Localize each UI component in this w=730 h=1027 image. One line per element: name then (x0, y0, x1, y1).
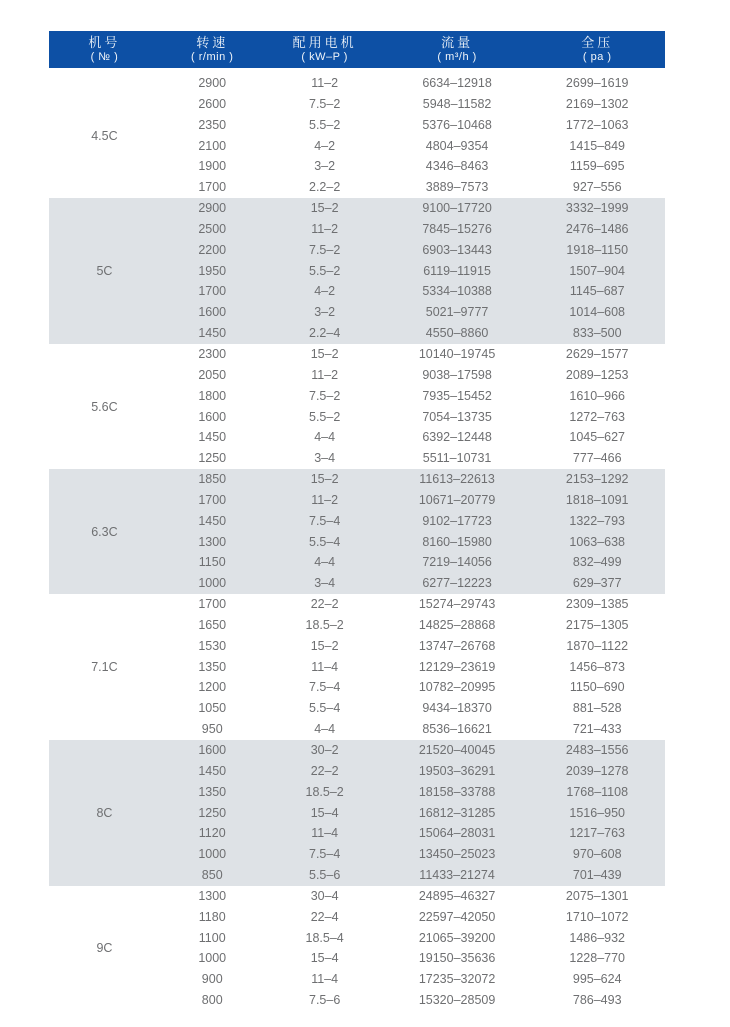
flow-cell: 5334–10388 (422, 284, 492, 299)
header-label: 转速 (196, 35, 229, 50)
flow-cell: 6277–12223 (422, 576, 492, 591)
motor-cell: 11–4 (311, 972, 339, 987)
pressure-cell: 2153–1292 (565, 472, 629, 487)
model-label: 5.6C (91, 399, 118, 414)
speed-cell: 1100 (198, 930, 226, 945)
pressure-cell: 2075–1301 (565, 888, 629, 903)
flow-cell: 7219–14056 (422, 555, 492, 570)
flow-cell: 21065–39200 (418, 930, 496, 945)
flow-cell: 14825–28868 (418, 617, 496, 632)
speed-cell: 1000 (198, 576, 227, 591)
header-col-motor (265, 35, 385, 64)
header-label: 配用电机 (292, 35, 357, 50)
motor-cell: 7.5–2 (309, 96, 341, 111)
motor-cell: 7.5–2 (309, 388, 341, 403)
pressure-cell: 1818–1091 (565, 492, 629, 507)
header-col-speed (160, 35, 265, 64)
model-label: 9C (96, 941, 113, 956)
pressure-cell: 1063–638 (569, 534, 626, 549)
motor-cell: 5.5–4 (309, 701, 341, 716)
motor-cell: 4–2 (314, 284, 336, 299)
pressure-cell: 2039–1278 (565, 763, 629, 778)
pressure-cell: 2309–1385 (565, 597, 629, 612)
speed-cell: 1600 (198, 409, 227, 424)
speed-cell: 2300 (198, 346, 227, 361)
flow-cell: 7054–13735 (422, 409, 492, 424)
motor-cell: 3–2 (314, 159, 336, 174)
flow-cell: 4804–9354 (425, 138, 489, 153)
pressure-cell: 1772–1063 (565, 117, 629, 132)
pressure-cell: 2699–1619 (565, 76, 629, 90)
motor-cell: 5.5–2 (309, 409, 341, 424)
speed-cell: 1300 (198, 888, 227, 903)
model-label: 8C (96, 805, 113, 820)
flow-cell: 21520–40045 (418, 743, 496, 757)
motor-cell: 2.2–4 (309, 326, 341, 341)
motor-cell: 30–2 (310, 743, 339, 757)
speed-cell: 1700 (198, 284, 227, 299)
speed-cell: 1250 (198, 805, 227, 820)
pressure-cell: 832–499 (572, 555, 622, 570)
speed-cell: 1600 (198, 305, 227, 320)
speed-cell: 1150 (198, 555, 226, 570)
pressure-cell: 2476–1486 (565, 221, 629, 236)
pressure-cell: 1150–690 (569, 680, 625, 695)
flow-cell: 22597–42050 (418, 909, 496, 924)
motor-cell: 4–4 (314, 555, 336, 570)
flow-cell: 5511–10731 (422, 451, 492, 466)
pressure-cell: 2175–1305 (565, 617, 629, 632)
pressure-cell: 1159–695 (569, 159, 625, 174)
pressure-cell: 1870–1122 (566, 638, 629, 653)
speed-cell: 2100 (198, 138, 227, 153)
motor-cell: 5.5–6 (309, 868, 341, 883)
flow-cell: 6634–12918 (422, 76, 492, 90)
motor-cell: 4–4 (314, 430, 336, 445)
speed-cell: 2500 (198, 221, 227, 236)
header-unit: ( № ) (90, 51, 119, 63)
pressure-cell: 1710–1072 (565, 909, 629, 924)
speed-cell: 1250 (198, 451, 227, 466)
flow-cell: 12129–23619 (418, 659, 496, 674)
pressure-cell: 2169–1302 (565, 96, 629, 111)
motor-cell: 3–2 (314, 305, 336, 320)
flow-cell: 6903–13443 (422, 242, 492, 257)
flow-cell: 15274–29743 (418, 597, 496, 612)
flow-cell: 6119–11915 (423, 263, 491, 278)
header-unit: ( pa ) (582, 51, 612, 63)
speed-cell: 800 (201, 993, 223, 1008)
flow-cell: 9102–17723 (422, 513, 492, 528)
model-label: 7.1C (91, 660, 118, 675)
flow-cell: 5376–10468 (422, 117, 492, 132)
spec-table (49, 31, 665, 1011)
flow-cell: 5021–9777 (425, 305, 489, 320)
speed-cell: 1450 (198, 513, 227, 528)
flow-cell: 15320–28509 (418, 993, 496, 1008)
model-label: 5C (96, 264, 113, 279)
speed-cell: 2200 (198, 242, 227, 257)
motor-cell: 7.5–4 (309, 847, 341, 862)
motor-cell: 7.5–6 (309, 993, 341, 1008)
flow-cell: 10671–20779 (418, 492, 496, 507)
speed-cell: 900 (201, 972, 223, 987)
pressure-cell: 1610–966 (569, 388, 626, 403)
header-col-flow (385, 35, 530, 64)
motor-cell: 18.5–2 (305, 784, 344, 799)
speed-cell: 1050 (198, 701, 227, 716)
speed-cell: 1000 (198, 847, 227, 862)
pressure-cell: 1014–608 (569, 305, 626, 320)
flow-cell: 9434–18370 (422, 701, 492, 716)
speed-cell: 1650 (198, 617, 227, 632)
speed-cell: 950 (201, 722, 223, 737)
speed-cell: 2050 (198, 367, 227, 382)
motor-cell: 7.5–4 (309, 680, 341, 695)
speed-cell: 1000 (198, 951, 227, 966)
group-band-5.6C (49, 344, 665, 469)
motor-cell: 3–4 (314, 451, 336, 466)
model-label: 4.5C (91, 128, 118, 143)
flow-cell: 5948–11582 (422, 96, 492, 111)
motor-cell: 5.5–2 (309, 117, 341, 132)
pressure-cell: 1228–770 (569, 951, 626, 966)
header-unit: ( r/min ) (191, 51, 234, 63)
motor-cell: 5.5–4 (309, 534, 341, 549)
flow-cell: 4346–8463 (425, 159, 489, 174)
pressure-cell: 1145–687 (569, 284, 625, 299)
motor-cell: 22–4 (310, 909, 339, 924)
speed-cell: 1700 (198, 597, 227, 612)
flow-cell: 18158–33788 (418, 784, 496, 799)
group-band-6.3C (49, 469, 665, 594)
group-band-5C (49, 198, 665, 344)
motor-cell: 2.2–2 (309, 180, 341, 195)
flow-cell: 9038–17598 (422, 367, 492, 382)
flow-cell: 8536–16621 (422, 722, 492, 737)
speed-cell: 1700 (198, 180, 227, 195)
flow-cell: 17235–32072 (418, 972, 496, 987)
flow-cell: 19150–35636 (418, 951, 496, 966)
speed-cell: 1530 (198, 638, 227, 653)
header-unit: ( m³/h ) (437, 51, 477, 63)
motor-cell: 7.5–2 (309, 242, 341, 257)
flow-cell: 7845–15276 (422, 221, 492, 236)
motor-cell: 18.5–4 (305, 930, 344, 945)
motor-cell: 11–2 (311, 221, 339, 236)
speed-cell: 850 (201, 868, 223, 883)
motor-cell: 30–4 (310, 888, 339, 903)
pressure-cell: 970–608 (572, 847, 622, 862)
speed-cell: 2900 (198, 76, 227, 90)
flow-cell: 11433–21274 (419, 868, 495, 883)
motor-cell: 22–2 (310, 763, 339, 778)
speed-cell: 1600 (198, 743, 227, 757)
header-unit: ( kW–P ) (301, 51, 348, 63)
speed-cell: 1450 (198, 763, 227, 778)
flow-cell: 13747–26768 (418, 638, 496, 653)
flow-cell: 10782–20995 (418, 680, 496, 695)
header-label: 流量 (441, 35, 474, 50)
pressure-cell: 629–377 (572, 576, 622, 591)
pressure-cell: 1516–950 (569, 805, 626, 820)
flow-cell: 4550–8860 (425, 326, 489, 341)
flow-cell: 13450–25023 (418, 847, 496, 862)
flow-cell: 9100–17720 (422, 201, 492, 216)
header-label: 全压 (581, 35, 614, 50)
pressure-cell: 1507–904 (569, 263, 626, 278)
group-band-4.5C (49, 73, 665, 198)
pressure-cell: 2629–1577 (565, 346, 629, 361)
flow-cell: 8160–15980 (422, 534, 492, 549)
pressure-cell: 2483–1556 (565, 743, 629, 757)
pressure-cell: 1217–763 (569, 826, 626, 841)
pressure-cell: 1322–793 (569, 513, 626, 528)
spec-table-body (49, 73, 665, 1011)
speed-cell: 1950 (198, 263, 227, 278)
motor-cell: 5.5–2 (309, 263, 341, 278)
pressure-cell: 1456–873 (569, 659, 626, 674)
motor-cell: 11–2 (311, 76, 339, 90)
flow-cell: 7935–15452 (422, 388, 492, 403)
motor-cell: 11–2 (311, 492, 339, 507)
pressure-cell: 786–493 (572, 993, 622, 1008)
pressure-cell: 701–439 (572, 868, 622, 883)
flow-cell: 6392–12448 (422, 430, 492, 445)
motor-cell: 4–4 (314, 722, 336, 737)
speed-cell: 1350 (198, 659, 227, 674)
flow-cell: 15064–28031 (418, 826, 496, 841)
pressure-cell: 927–556 (572, 180, 622, 195)
pressure-cell: 995–624 (572, 972, 622, 987)
flow-cell: 10140–19745 (418, 346, 496, 361)
model-label: 6.3C (91, 524, 118, 539)
speed-cell: 1200 (198, 680, 227, 695)
flow-cell: 24895–46327 (418, 888, 496, 903)
flow-cell: 16812–31285 (418, 805, 496, 820)
pressure-cell: 2089–1253 (565, 367, 629, 382)
pressure-cell: 833–500 (572, 326, 622, 341)
speed-cell: 1350 (198, 784, 227, 799)
speed-cell: 1450 (198, 430, 227, 445)
motor-cell: 7.5–4 (309, 513, 341, 528)
header-col-pressure (529, 35, 665, 64)
pressure-cell: 721–433 (572, 722, 622, 737)
speed-cell: 1180 (198, 909, 226, 924)
pressure-cell: 1045–627 (569, 430, 626, 445)
speed-cell: 2900 (198, 201, 227, 216)
table-header (49, 31, 665, 68)
motor-cell: 11–4 (311, 826, 339, 841)
speed-cell: 1300 (198, 534, 227, 549)
pressure-cell: 1768–1108 (566, 784, 629, 799)
group-band-9C (49, 886, 665, 1011)
flow-cell: 3889–7573 (425, 180, 489, 195)
motor-cell: 15–4 (310, 951, 339, 966)
motor-cell: 22–2 (310, 597, 339, 612)
group-band-7.1C (49, 594, 665, 740)
flow-cell: 19503–36291 (418, 763, 496, 778)
pressure-cell: 1918–1150 (566, 242, 629, 257)
header-col-model (49, 35, 160, 64)
speed-cell: 2600 (198, 96, 227, 111)
pressure-cell: 1486–932 (569, 930, 626, 945)
motor-cell: 11–4 (311, 659, 339, 674)
pressure-cell: 1272–763 (569, 409, 626, 424)
speed-cell: 1900 (198, 159, 227, 174)
speed-cell: 1450 (198, 326, 227, 341)
header-label: 机号 (88, 35, 121, 50)
motor-cell: 4–2 (314, 138, 336, 153)
pressure-cell: 881–528 (572, 701, 622, 716)
speed-cell: 1120 (198, 826, 226, 841)
motor-cell: 15–2 (310, 472, 339, 487)
speed-cell: 1800 (198, 388, 227, 403)
speed-cell: 1850 (198, 472, 227, 487)
motor-cell: 18.5–2 (305, 617, 344, 632)
motor-cell: 15–4 (310, 805, 339, 820)
pressure-cell: 3332–1999 (565, 201, 629, 216)
pressure-cell: 777–466 (572, 451, 622, 466)
motor-cell: 3–4 (314, 576, 336, 591)
motor-cell: 15–2 (310, 346, 339, 361)
speed-cell: 1700 (198, 492, 227, 507)
motor-cell: 15–2 (310, 201, 339, 216)
flow-cell: 11613–22613 (419, 472, 495, 487)
motor-cell: 11–2 (311, 367, 339, 382)
motor-cell: 15–2 (310, 638, 339, 653)
group-band-8C (49, 740, 665, 886)
speed-cell: 2350 (198, 117, 227, 132)
pressure-cell: 1415–849 (569, 138, 626, 153)
